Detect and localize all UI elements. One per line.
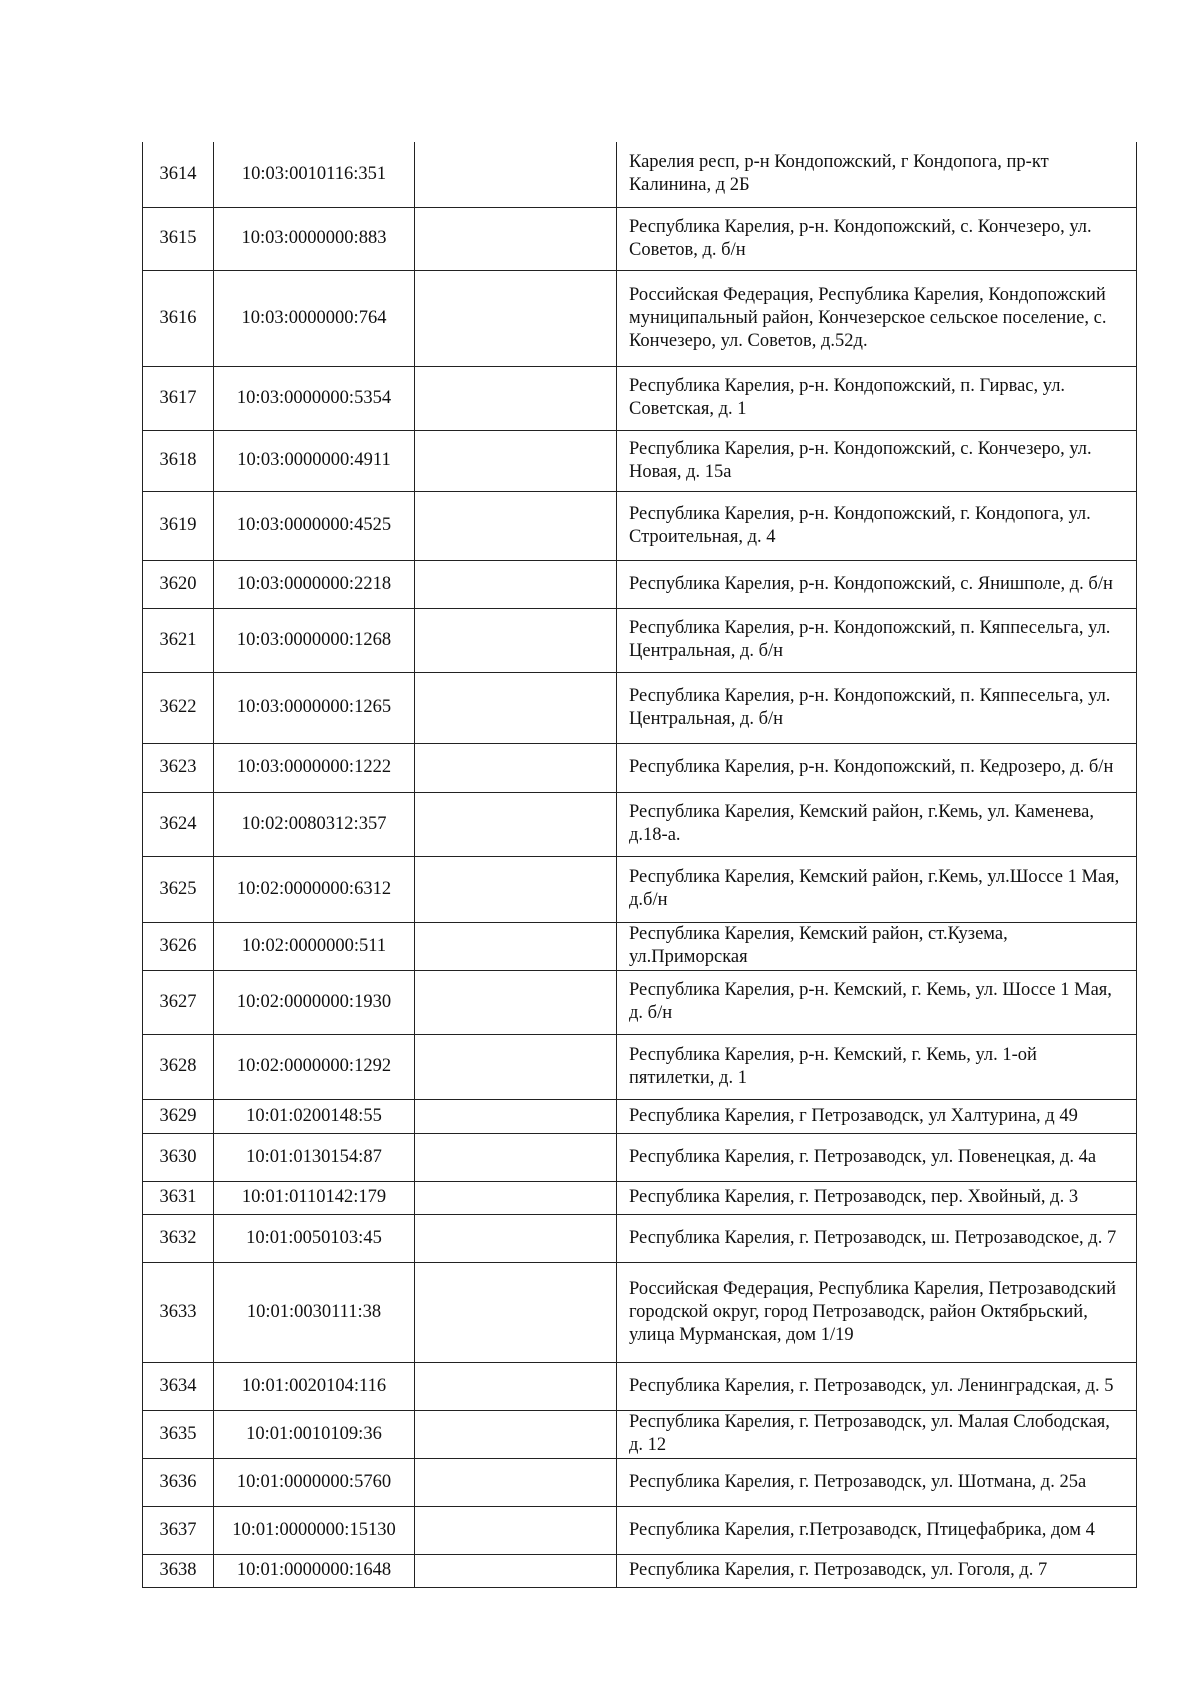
address-cell: Российская Федерация, Республика Карелия, Петрозаводский городской округ, город Петрозаводск, район Октябрьский, улица Мурманская, дом 1/19 — [617, 1262, 1137, 1362]
address-cell: Республика Карелия, р-н. Кондопожский, п. Кедрозеро, д. б/н — [617, 743, 1137, 792]
row-number-cell: 3638 — [143, 1554, 214, 1587]
row-number-cell: 3634 — [143, 1362, 214, 1410]
cadastral-number-cell: 10:01:0000000:1648 — [214, 1554, 415, 1587]
empty-cell — [415, 1214, 617, 1262]
empty-cell — [415, 430, 617, 491]
address-cell: Республика Карелия, Кемский район, г.Кемь, ул.Шоссе 1 Мая, д.б/н — [617, 856, 1137, 922]
row-number-cell: 3622 — [143, 672, 214, 743]
table-row — [143, 366, 1137, 430]
table-row — [143, 1262, 1137, 1362]
address-cell: Республика Карелия, г. Петрозаводск, ул. Малая Слободская, д. 12 — [617, 1410, 1137, 1458]
table-row — [143, 430, 1137, 491]
row-number-cell: 3637 — [143, 1506, 214, 1554]
cadastral-number-cell: 10:02:0080312:357 — [214, 792, 415, 856]
cadastral-number-cell: 10:01:0000000:15130 — [214, 1506, 415, 1554]
row-number-cell: 3632 — [143, 1214, 214, 1262]
table-row — [143, 1181, 1137, 1214]
cadastral-number-cell: 10:01:0010109:36 — [214, 1410, 415, 1458]
address-cell: Республика Карелия, г. Петрозаводск, ул. Повенецкая, д. 4а — [617, 1133, 1137, 1181]
cadastral-number-cell: 10:01:0130154:87 — [214, 1133, 415, 1181]
empty-cell — [415, 491, 617, 560]
address-cell: Республика Карелия, г. Петрозаводск, пер. Хвойный, д. 3 — [617, 1181, 1137, 1214]
row-number-cell: 3625 — [143, 856, 214, 922]
row-number-cell: 3615 — [143, 207, 214, 270]
row-number-cell: 3620 — [143, 560, 214, 608]
cadastral-number-cell: 10:03:0000000:1265 — [214, 672, 415, 743]
table-row — [143, 1458, 1137, 1506]
table-row — [143, 743, 1137, 792]
property-table-body — [143, 142, 1137, 1587]
cadastral-number-cell: 10:02:0000000:1292 — [214, 1034, 415, 1099]
address-cell: Российская Федерация, Республика Карелия, Кондопожский муниципальный район, Кончезерское сельское поселение, с. Кончезеро, ул. Советов, д.52д. — [617, 270, 1137, 366]
empty-cell — [415, 1262, 617, 1362]
empty-cell — [415, 1410, 617, 1458]
row-number-cell: 3617 — [143, 366, 214, 430]
table-row — [143, 1214, 1137, 1262]
table-row — [143, 142, 1137, 207]
row-number-cell: 3627 — [143, 970, 214, 1034]
row-number-cell: 3631 — [143, 1181, 214, 1214]
empty-cell — [415, 366, 617, 430]
cadastral-number-cell: 10:03:0000000:1222 — [214, 743, 415, 792]
table-row — [143, 491, 1137, 560]
address-cell: Республика Карелия, р-н. Кондопожский, с. Кончезеро, ул. Советов, д. б/н — [617, 207, 1137, 270]
address-cell: Республика Карелия, Кемский район, ст.Кузема, ул.Приморская — [617, 922, 1137, 970]
cadastral-number-cell: 10:03:0000000:4911 — [214, 430, 415, 491]
cadastral-number-cell: 10:01:0110142:179 — [214, 1181, 415, 1214]
address-cell: Республика Карелия, г. Петрозаводск, ул. Шотмана, д. 25а — [617, 1458, 1137, 1506]
row-number-cell: 3619 — [143, 491, 214, 560]
empty-cell — [415, 1506, 617, 1554]
empty-cell — [415, 608, 617, 672]
cadastral-number-cell: 10:03:0000000:5354 — [214, 366, 415, 430]
table-row — [143, 1506, 1137, 1554]
row-number-cell: 3621 — [143, 608, 214, 672]
row-number-cell: 3624 — [143, 792, 214, 856]
address-cell: Республика Карелия, г. Петрозаводск, ул. Гоголя, д. 7 — [617, 1554, 1137, 1587]
empty-cell — [415, 142, 617, 207]
table-row — [143, 608, 1137, 672]
address-cell: Республика Карелия, г.Петрозаводск, Птицефабрика, дом 4 — [617, 1506, 1137, 1554]
cadastral-number-cell: 10:02:0000000:511 — [214, 922, 415, 970]
table-row — [143, 792, 1137, 856]
empty-cell — [415, 1458, 617, 1506]
address-cell: Республика Карелия, р-н. Кемский, г. Кемь, ул. 1-ой пятилетки, д. 1 — [617, 1034, 1137, 1099]
address-cell: Республика Карелия, р-н. Кондопожский, с. Кончезеро, ул. Новая, д. 15а — [617, 430, 1137, 491]
empty-cell — [415, 207, 617, 270]
empty-cell — [415, 1362, 617, 1410]
property-table — [142, 142, 1137, 1588]
table-row — [143, 207, 1137, 270]
table-row — [143, 672, 1137, 743]
table-row — [143, 1133, 1137, 1181]
empty-cell — [415, 560, 617, 608]
table-row — [143, 1099, 1137, 1133]
cadastral-number-cell: 10:02:0000000:1930 — [214, 970, 415, 1034]
row-number-cell: 3623 — [143, 743, 214, 792]
row-number-cell: 3636 — [143, 1458, 214, 1506]
address-cell: Республика Карелия, Кемский район, г.Кемь, ул. Каменева, д.18-а. — [617, 792, 1137, 856]
address-cell: Республика Карелия, р-н. Кондопожский, г. Кондопога, ул. Строительная, д. 4 — [617, 491, 1137, 560]
cadastral-number-cell: 10:01:0200148:55 — [214, 1099, 415, 1133]
row-number-cell: 3629 — [143, 1099, 214, 1133]
cadastral-number-cell: 10:01:0050103:45 — [214, 1214, 415, 1262]
empty-cell — [415, 1133, 617, 1181]
row-number-cell: 3628 — [143, 1034, 214, 1099]
empty-cell — [415, 270, 617, 366]
address-cell: Республика Карелия, р-н. Кемский, г. Кемь, ул. Шоссе 1 Мая, д. б/н — [617, 970, 1137, 1034]
row-number-cell: 3616 — [143, 270, 214, 366]
address-cell: Республика Карелия, г Петрозаводск, ул Халтурина, д 49 — [617, 1099, 1137, 1133]
address-cell: Республика Карелия, г. Петрозаводск, ш. Петрозаводское, д. 7 — [617, 1214, 1137, 1262]
cadastral-number-cell: 10:03:0000000:883 — [214, 207, 415, 270]
address-cell: Республика Карелия, р-н. Кондопожский, п. Гирвас, ул. Советская, д. 1 — [617, 366, 1137, 430]
empty-cell — [415, 922, 617, 970]
table-row — [143, 970, 1137, 1034]
row-number-cell: 3626 — [143, 922, 214, 970]
empty-cell — [415, 856, 617, 922]
table-row — [143, 560, 1137, 608]
row-number-cell: 3618 — [143, 430, 214, 491]
table-row — [143, 922, 1137, 970]
empty-cell — [415, 1554, 617, 1587]
row-number-cell: 3633 — [143, 1262, 214, 1362]
empty-cell — [415, 1034, 617, 1099]
cadastral-number-cell: 10:03:0000000:2218 — [214, 560, 415, 608]
cadastral-number-cell: 10:02:0000000:6312 — [214, 856, 415, 922]
table-row — [143, 1362, 1137, 1410]
address-cell: Республика Карелия, р-н. Кондопожский, п. Кяппесельга, ул. Центральная, д. б/н — [617, 672, 1137, 743]
table-row — [143, 1034, 1137, 1099]
address-cell: Республика Карелия, р-н. Кондопожский, с. Янишполе, д. б/н — [617, 560, 1137, 608]
address-cell: Карелия респ, р-н Кондопожский, г Кондопога, пр-кт Калинина, д 2Б — [617, 142, 1137, 207]
cadastral-number-cell: 10:01:0020104:116 — [214, 1362, 415, 1410]
row-number-cell: 3614 — [143, 142, 214, 207]
row-number-cell: 3630 — [143, 1133, 214, 1181]
empty-cell — [415, 792, 617, 856]
table-row — [143, 856, 1137, 922]
empty-cell — [415, 743, 617, 792]
cadastral-number-cell: 10:01:0000000:5760 — [214, 1458, 415, 1506]
table-row — [143, 270, 1137, 366]
table-row — [143, 1554, 1137, 1587]
cadastral-number-cell: 10:01:0030111:38 — [214, 1262, 415, 1362]
empty-cell — [415, 1099, 617, 1133]
cadastral-number-cell: 10:03:0000000:764 — [214, 270, 415, 366]
table-row — [143, 1410, 1137, 1458]
empty-cell — [415, 672, 617, 743]
empty-cell — [415, 970, 617, 1034]
cadastral-number-cell: 10:03:0000000:4525 — [214, 491, 415, 560]
cadastral-number-cell: 10:03:0000000:1268 — [214, 608, 415, 672]
address-cell: Республика Карелия, р-н. Кондопожский, п. Кяппесельга, ул. Центральная, д. б/н — [617, 608, 1137, 672]
empty-cell — [415, 1181, 617, 1214]
address-cell: Республика Карелия, г. Петрозаводск, ул. Ленинградская, д. 5 — [617, 1362, 1137, 1410]
cadastral-number-cell: 10:03:0010116:351 — [214, 142, 415, 207]
row-number-cell: 3635 — [143, 1410, 214, 1458]
